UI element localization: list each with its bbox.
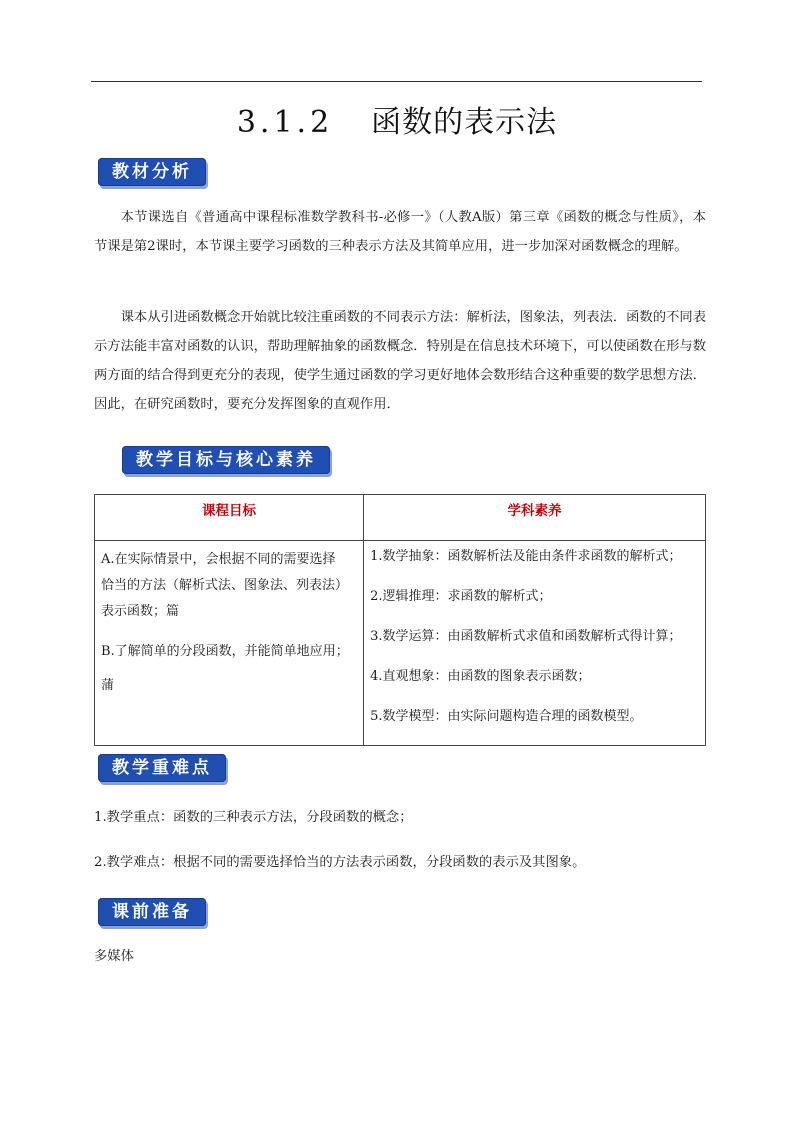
table-header-row bbox=[95, 495, 706, 541]
key-point-1: 1.教学重点：函数的三种表示方法，分段函数的概念； bbox=[94, 810, 413, 825]
competency-item: 5.数学模型：由实际问题构造合理的函数模型。 bbox=[370, 709, 643, 724]
document-title bbox=[0, 97, 794, 141]
goal-b-suffix: ； bbox=[335, 644, 349, 659]
table-body-row bbox=[95, 541, 706, 746]
competency-item: 3.数学运算：由函数解析式求值和函数解析式得计算； bbox=[370, 629, 682, 644]
goal-a-suffix: 篇 bbox=[166, 604, 180, 619]
goal-b-text: B.了解简单的分段函数，并能简单地应用 bbox=[101, 644, 336, 659]
competencies-cell bbox=[364, 541, 706, 746]
course-goals-cell bbox=[95, 541, 364, 746]
competency-item: 4.直观想象：由函数的图象表示函数； bbox=[370, 669, 591, 684]
section-number: 3.1.2 bbox=[236, 105, 334, 140]
goal-a-line-2: 恰当的方法（解析式法、图象法、列表法） bbox=[101, 578, 349, 593]
goal-b-tail: 蒲 bbox=[101, 678, 115, 693]
competency-item: 2.逻辑推理：求函数的解析式； bbox=[370, 589, 552, 604]
objectives-table bbox=[94, 494, 706, 746]
goal-a-line-3 bbox=[101, 599, 357, 625]
header-competencies: 学科素养 bbox=[364, 495, 706, 541]
goal-b-line bbox=[101, 639, 357, 665]
section-badge-keypoints: 教学重难点 bbox=[98, 754, 226, 782]
goal-a-line-3-text: 表示函数； bbox=[101, 604, 167, 619]
goal-a-line-1: A.在实际情景中，会根据不同的需要选择 bbox=[101, 552, 336, 567]
analysis-paragraph-1: 本节课选自《普通高中课程标准数学教科书-必修一》（人教A版）第三章《函数的概念与性质》，本节课是第2课时，本节课主要学习函数的三种表示方法及其简单应用，进一步加深对函数概念的理解。 bbox=[94, 210, 706, 254]
header-course-goals: 课程目标 bbox=[95, 495, 364, 541]
analysis-paragraph-2: 课本从引进函数概念开始就比较注重函数的不同表示方法：解析法，图象法，列表法．函数的不同表示方法能丰富对函数的认识，帮助理解抽象的函数概念．特别是在信息技术环境下，可以使函数在形与数两方面的结合得到更充分的表现，使学生通过函数的学习更好地体会数形结合这种重要的数学思想方法．因此，在研究函数时，要充分发挥图象的直观作用． bbox=[94, 310, 706, 412]
competency-item: 1.数学抽象：函数解析法及能由条件求函数的解析式； bbox=[370, 549, 682, 564]
key-point-2: 2.教学难点：根据不同的需要选择恰当的方法表示函数，分段函数的表示及其图象。 bbox=[94, 855, 586, 870]
section-badge-objectives: 教学目标与核心素养 bbox=[122, 446, 330, 474]
title-text: 函数的表示法 bbox=[371, 105, 558, 140]
section-badge-preparation: 课前准备 bbox=[98, 898, 206, 926]
header-rule bbox=[91, 81, 702, 82]
section-badge-analysis: 教材分析 bbox=[98, 158, 206, 186]
preparation-text: 多媒体 bbox=[94, 949, 134, 964]
